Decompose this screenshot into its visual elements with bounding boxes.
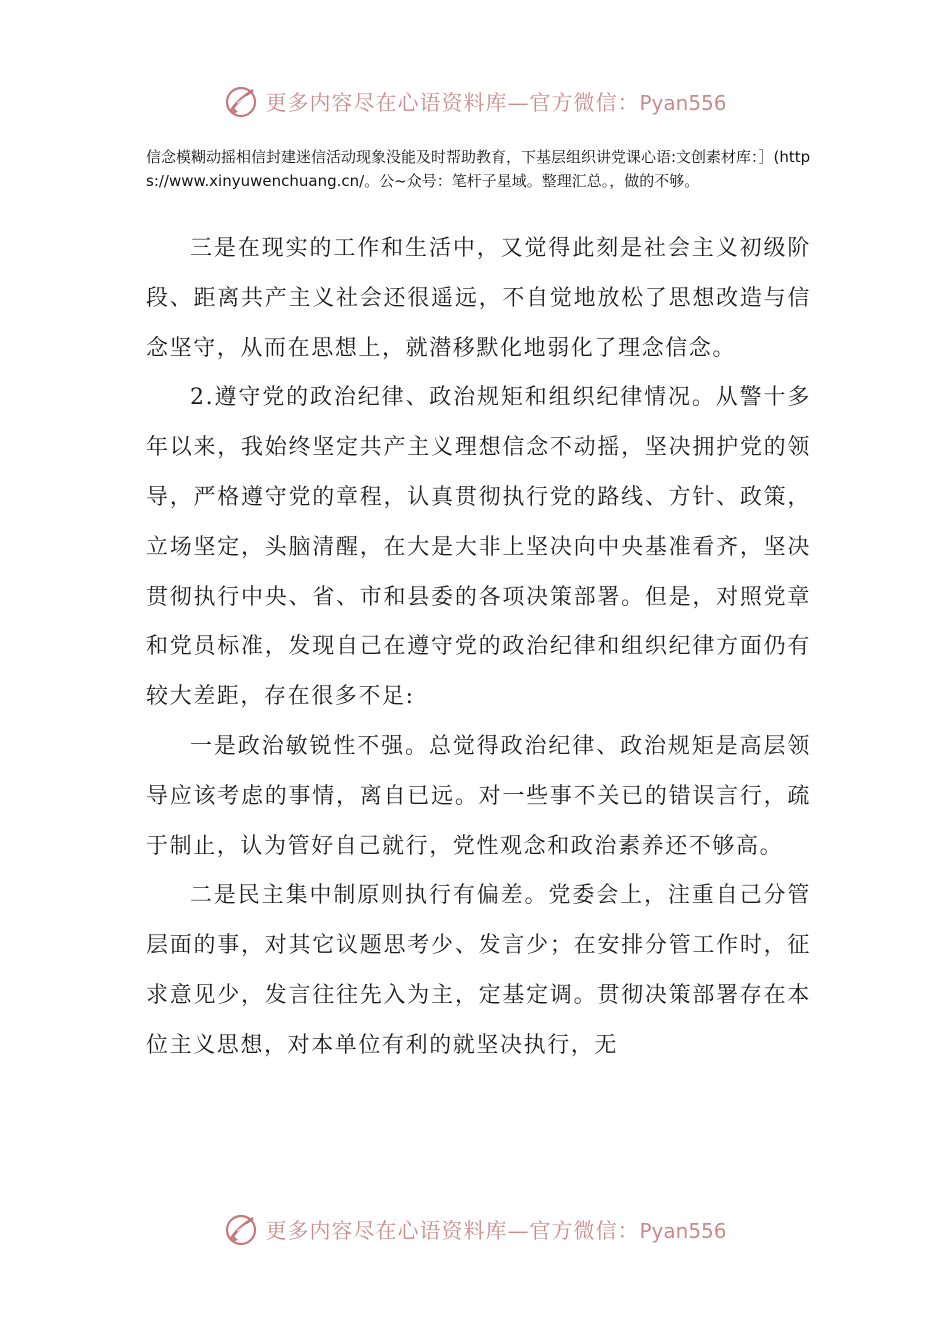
watermark-banner-bottom — [0, 1210, 950, 1250]
pen-logo-icon — [223, 84, 259, 120]
paragraph-2: 2.遵守党的政治纪律、政治规矩和组织纪律情况。从警十多年以来，我始终坚定共产主义理想信念不动摇，坚决拥护党的领导，严格遵守党的章程，认真贯彻执行党的路线、方针、政策，立场坚定，头脑清醒，在大是大非上坚决向中央基准看齐，坚决贯彻执行中央、省、市和县委的各项决策部署。但是，对照党章和党员标准，发现自己在遵守党的政治纪律和组织纪律方面仍有较大差距，存在很多不足: — [146, 385, 811, 710]
wechat-id: Pyan556 — [639, 1219, 727, 1243]
document-body — [146, 224, 811, 1071]
paragraph-3: 一是政治敏锐性不强。总觉得政治纪律、政治规矩是高层领导应该考虑的事情，离自已远。对一些事不关已的错误言行，疏于制止，认为管好自己就行，党性观念和政治素养还不够高。 — [146, 733, 811, 859]
promo-notice: 信念模糊动摇相信封建迷信活动现象没能及时帮助教育，下基层组织讲党课心语:文创素材库：］(https://www.xinyuwenchuang.cn/。公~众号：笔杆子星域。整理汇总。，做的不够。 — [146, 148, 811, 190]
watermark-banner-top — [0, 82, 950, 122]
watermark-text: 更多内容尽在心语资料库—官方微信：Pyan556 — [265, 91, 727, 115]
paragraph-4: 二是民主集中制原则执行有偏差。党委会上，注重自己分管层面的事，对其它议题思考少、发言少；在安排分管工作时，征求意见少，发言往往先入为主，定基定调。贯彻决策部署存在本位主义思想，对本单位有利的就坚决执行，无 — [146, 883, 811, 1058]
pen-logo-icon — [223, 1212, 259, 1248]
watermark-text: 更多内容尽在心语资料库—官方微信：Pyan556 — [265, 1219, 727, 1243]
wechat-id: Pyan556 — [639, 91, 727, 115]
paragraph-1: 三是在现实的工作和生活中，又觉得此刻是社会主义初级阶段、距离共产主义社会还很遥远，不自觉地放松了思想改造与信念坚守，从而在思想上，就潜移默化地弱化了理念信念。 — [146, 236, 811, 361]
